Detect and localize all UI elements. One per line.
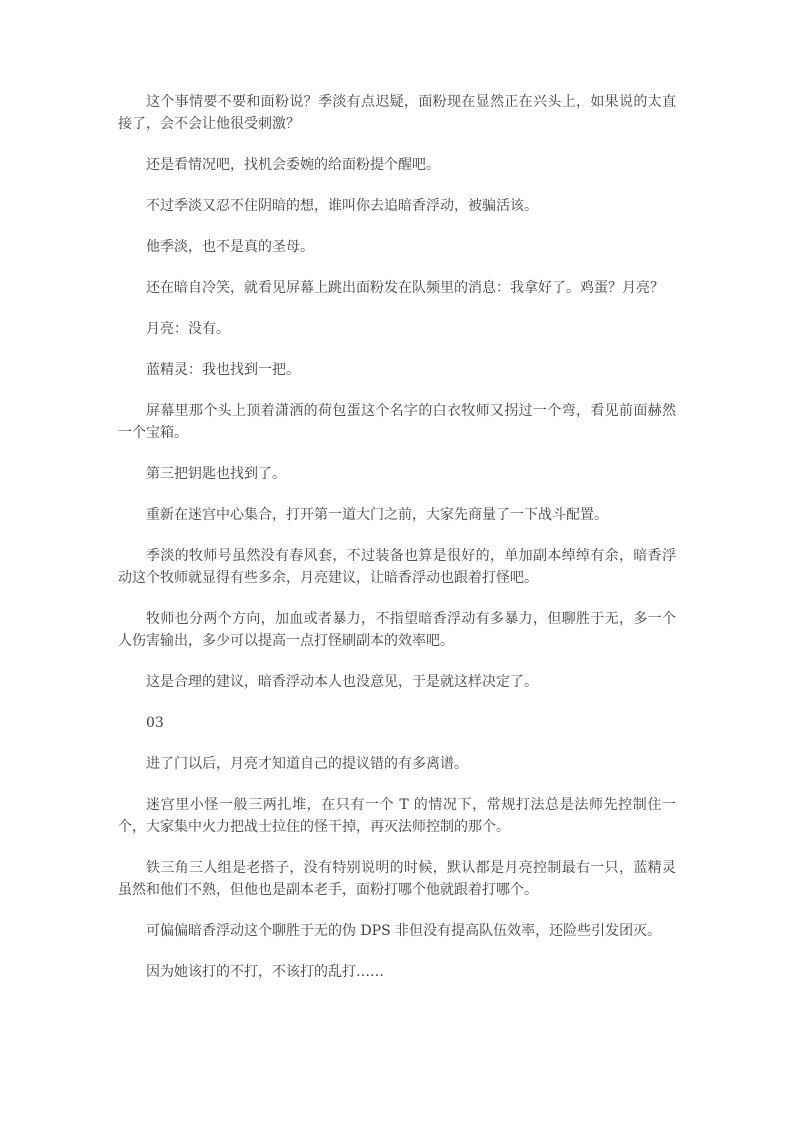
paragraph: 铁三角三人组是老搭子，没有特别说明的时候，默认都是月亮控制最右一只，蓝精灵虽然和他们不熟，但他也是副本老手，面粉打哪个他就跟着打哪个。: [118, 860, 676, 898]
paragraph: 还在暗自冷笑，就看见屏幕上跳出面粉发在队频里的消息：我拿好了。鸡蛋？月亮？: [146, 280, 664, 296]
paragraph: 可偏偏暗香浮动这个聊胜于无的伪 DPS 非但没有提高队伍效率，还险些引发团灭。: [146, 923, 662, 939]
paragraph: 月亮：没有。: [146, 321, 230, 337]
paragraph: 这是合理的建议，暗香浮动本人也没意见，于是就这样决定了。: [146, 674, 538, 690]
paragraph: 他季淡，也不是真的圣母。: [146, 239, 314, 255]
paragraph: 牧师也分两个方向，加血或者暴力，不指望暗香浮动有多暴力，但聊胜于无，多一个人伤害输出，多少可以提高一点打怪刷副本的效率吧。: [118, 611, 676, 649]
paragraph: 还是看情况吧，找机会委婉的给面粉提个醒吧。: [146, 157, 440, 173]
paragraph: 蓝精灵：我也找到一把。: [146, 362, 300, 378]
paragraph: 不过季淡又忍不住阴暗的想，谁叫你去追暗香浮动，被骗活该。: [146, 198, 538, 214]
paragraph: 屏幕里那个头上顶着潇洒的荷包蛋这个名字的白衣牧师又拐过一个弯，看见前面赫然一个宝箱。: [118, 403, 676, 441]
paragraph: 迷宫里小怪一般三两扎堆，在只有一个 T 的情况下，常规打法总是法师先控制住一个，大家集中火力把战士拉住的怪干掉，再灭法师控制的那个。: [118, 797, 676, 835]
document-body: [118, 91, 676, 983]
paragraph: 第三把钥匙也找到了。: [146, 466, 286, 482]
paragraph: 进了门以后，月亮才知道自己的提议错的有多离谱。: [146, 756, 468, 772]
paragraph: 重新在迷宫中心集合，打开第一道大门之前，大家先商量了一下战斗配置。: [146, 507, 608, 523]
paragraph: 这个事情要不要和面粉说？季淡有点迟疑，面粉现在显然正在兴头上，如果说的太直接了，会不会让他很受刺激？: [118, 94, 676, 132]
paragraph: 因为她该打的不打，不该打的乱打……: [146, 964, 384, 980]
section-number: 03: [146, 715, 164, 731]
paragraph: 季淡的牧师号虽然没有春风套，不过装备也算是很好的，单加副本绰绰有余，暗香浮动这个牧师就显得有些多余，月亮建议，让暗香浮动也跟着打怪吧。: [118, 548, 676, 586]
